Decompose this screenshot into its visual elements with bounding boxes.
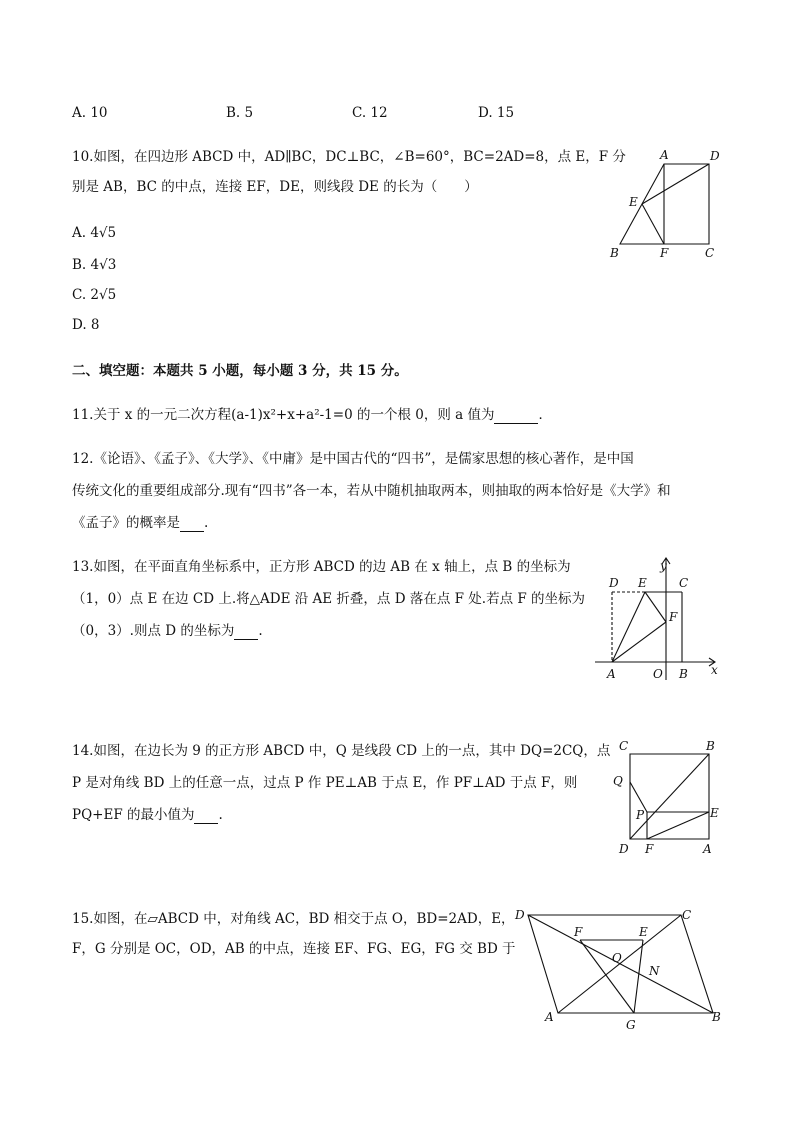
q13-label-a: A (607, 667, 616, 681)
section-2-heading: 二、填空题：本题共 5 小题，每小题 3 分，共 15 分。 (72, 363, 408, 379)
q12-line-3 (72, 514, 208, 532)
q10-option-a: A. 4√5 (72, 225, 117, 241)
q13-line-2: （1，0）点 E 在边 CD 上.将△ADE 沿 AE 折叠，点 D 落在点 F 处.若点 F 的坐标为 (72, 591, 586, 607)
q10-figure (600, 145, 730, 263)
q15-line-2: F，G 分别是 OC，OD，AB 的中点，连接 EF、FG、EG，FG 交 BD 于 (72, 941, 516, 957)
q15-figure (508, 905, 728, 1035)
q15-label-e: E (639, 925, 648, 939)
q13-tail: . (258, 623, 263, 639)
q15-label-a: A (545, 1010, 554, 1024)
q13-segment-ae (612, 592, 645, 662)
q14-label-p: P (636, 808, 645, 822)
q10-line-2: 别是 AB，BC 的中点，连接 EF，DE，则线段 DE 的长为（ ） (72, 179, 478, 195)
q15-label-b: B (712, 1010, 721, 1024)
q10-label-a: A (660, 148, 669, 162)
q13-answer-blank (234, 625, 258, 640)
q14-line-1: 14.如图，在边长为 9 的正方形 ABCD 中，Q 是线段 CD 上的一点，其中 DQ=2CQ，点 (72, 743, 611, 759)
q12-text: 《孟子》的概率是 (72, 515, 180, 531)
q10-label-d: D (710, 149, 720, 163)
q11-tail: ． (538, 407, 552, 423)
q13-line-1: 13.如图，在平面直角坐标系中，正方形 ABCD 的边 AB 在 x 轴上，点 B 的坐标为 (72, 559, 571, 575)
q13-label-f: F (669, 610, 678, 624)
q12-line-2: 传统文化的重要组成部分.现有“四书”各一本，若从中随机抽取两本，则抽取的两本恰好是《大学》和 (72, 483, 671, 499)
q9-option-d: D. 15 (478, 105, 515, 121)
q11-line (72, 406, 552, 424)
q14-label-q: Q (613, 774, 623, 788)
q13-label-y: y (660, 559, 667, 573)
q13-segment-af (612, 622, 666, 662)
q15-segment-fg (580, 940, 634, 1013)
q10-option-b: B. 4√3 (72, 257, 117, 273)
q15-label-d: D (515, 908, 525, 922)
q15-label-f: F (574, 925, 583, 939)
q11-text: 11.关于 x 的一元二次方程(a-1)x²+x+a²-1=0 的一个根 0，则 a 值为 (72, 407, 495, 423)
q14-answer-blank (194, 809, 218, 824)
q14-label-f: F (645, 842, 654, 856)
q11-answer-blank (494, 409, 538, 424)
q15-label-n: N (649, 964, 660, 978)
q12-answer-blank (180, 517, 204, 532)
q14-segment-ef (647, 812, 709, 839)
q10-label-e: E (629, 195, 638, 209)
q10-label-f: F (660, 246, 669, 260)
q14-label-d: D (619, 842, 629, 856)
q14-label-c: C (619, 739, 629, 753)
q10-option-c: C. 2√5 (72, 287, 117, 303)
q10-segment-ef (642, 204, 664, 244)
q14-label-e: E (710, 806, 719, 820)
q13-figure (590, 548, 725, 683)
q13-segment-ef (645, 592, 666, 622)
q13-line-3 (72, 622, 263, 640)
q13-label-e: E (638, 576, 647, 590)
q13-label-d: D (609, 576, 619, 590)
q12-tail: . (204, 515, 209, 531)
q14-line-2: P 是对角线 BD 上的任意一点，过点 P 作 PE⊥AB 于点 E，作 PF⊥AD 于点 F，则 (72, 775, 578, 791)
q14-label-b: B (706, 739, 715, 753)
q14-tail: . (218, 807, 223, 823)
q15-line-1: 15.如图，在▱ABCD 中，对角线 AC，BD 相交于点 O，BD=2AD，E， (72, 911, 515, 927)
q14-text: PQ+EF 的最小值为 (72, 807, 195, 823)
q15-label-o: O (612, 951, 622, 965)
q15-label-g: G (626, 1018, 636, 1032)
q10-label-c: C (705, 246, 715, 260)
q13-label-o: O (653, 667, 663, 681)
q15-label-c: C (682, 908, 692, 922)
q10-option-d: D. 8 (72, 317, 100, 333)
q10-label-b: B (610, 246, 619, 260)
q12-line-1: 12.《论语》、《孟子》、《大学》、《中庸》是中国古代的“四书”，是儒家思想的核心著作，是中国 (72, 451, 634, 467)
q13-label-c: C (679, 576, 689, 590)
q10-line-1: 10.如图，在四边形 ABCD 中，AD∥BC，DC⊥BC，∠B=60°，BC=2AD=8，点 E，F 分 (72, 149, 626, 165)
q13-label-b: B (679, 667, 688, 681)
q10-segment-de (642, 164, 709, 204)
q9-option-c: C. 12 (352, 105, 388, 121)
q14-figure (605, 735, 730, 860)
q9-option-a: A. 10 (72, 105, 108, 121)
q13-text: （0，3）.则点 D 的坐标为 (72, 623, 235, 639)
q14-line-3 (72, 806, 223, 824)
q14-diagonal-bd (630, 754, 709, 839)
q13-label-x: x (711, 663, 718, 677)
q14-label-a: A (703, 842, 712, 856)
q9-option-b: B. 5 (226, 105, 254, 121)
